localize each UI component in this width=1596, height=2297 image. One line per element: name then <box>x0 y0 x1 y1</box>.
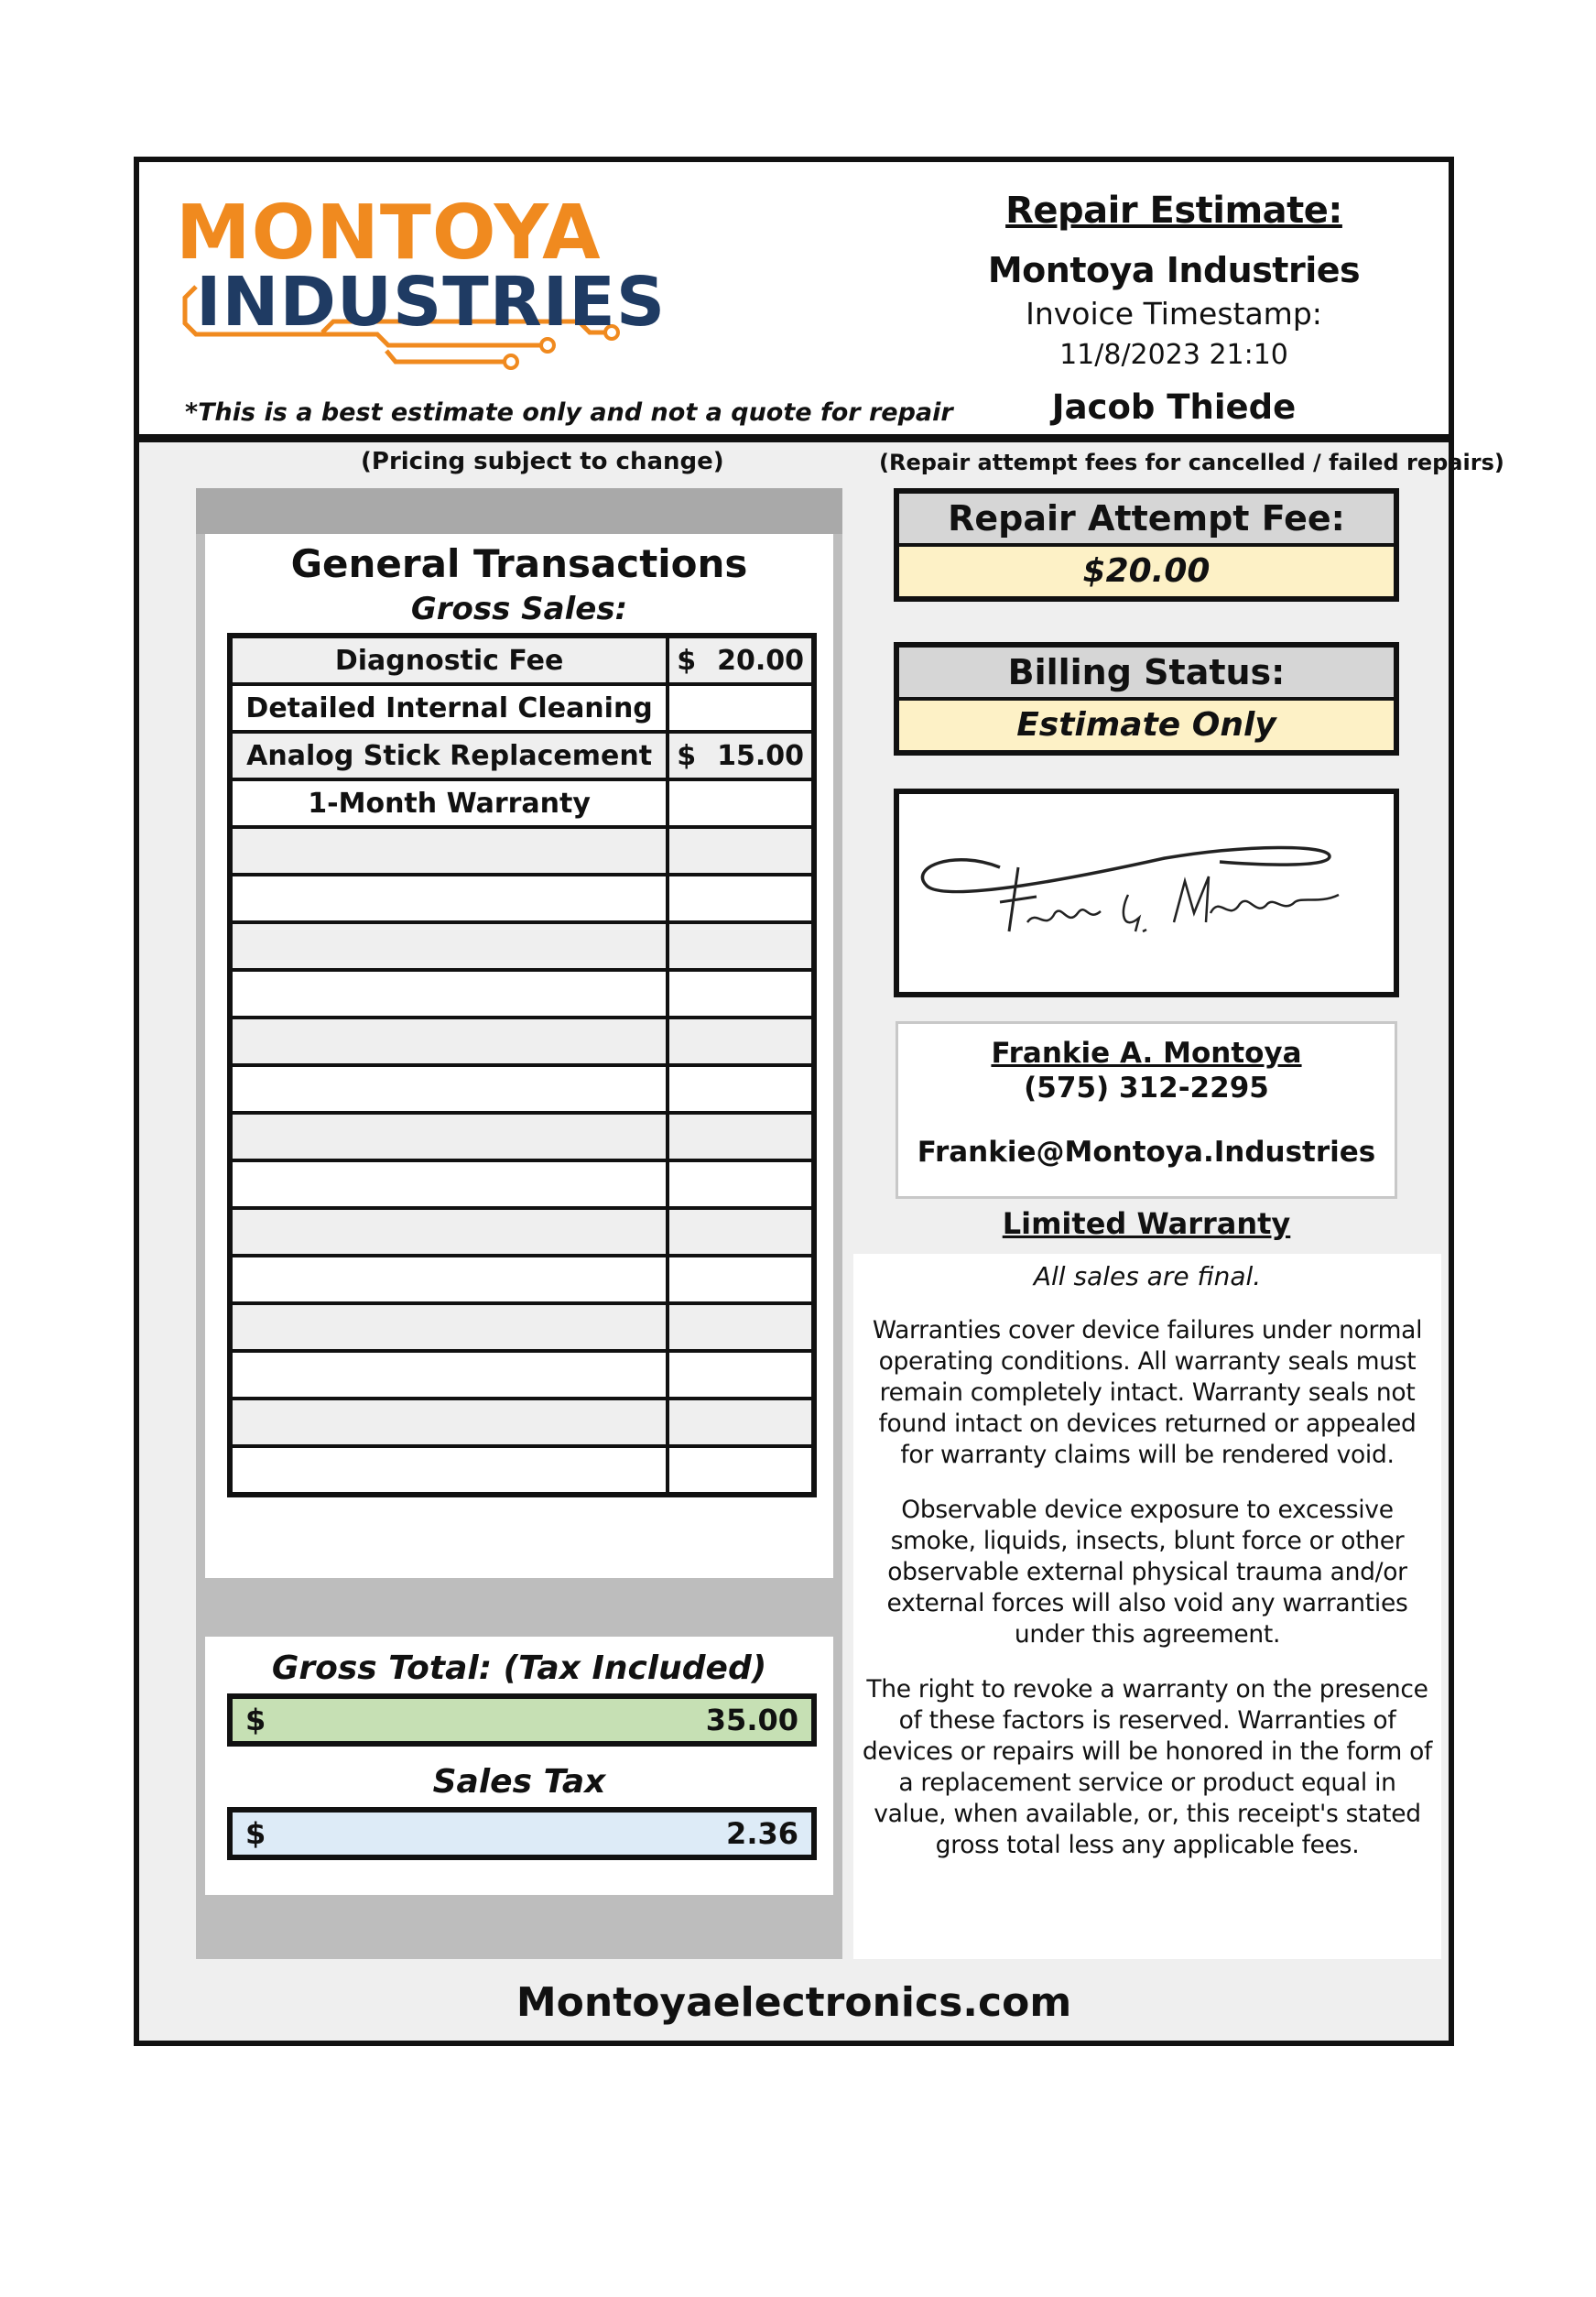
transaction-amount <box>668 1160 814 1208</box>
transaction-amount <box>668 1256 814 1303</box>
transaction-item: Diagnostic Fee <box>230 636 668 684</box>
table-row <box>230 1256 814 1303</box>
document-title: Repair Estimate: <box>1005 190 1342 232</box>
repair-fee-label: Repair Attempt Fee: <box>899 494 1394 547</box>
contact-card <box>896 1021 1397 1199</box>
transaction-item <box>230 1113 668 1160</box>
transaction-item: 1-Month Warranty <box>230 779 668 827</box>
transactions-card <box>205 534 833 1578</box>
transaction-item <box>230 922 668 970</box>
warranty-final-sale: All sales are final. <box>1033 1261 1262 1291</box>
invoice-timestamp: 11/8/2023 21:10 <box>1059 339 1288 371</box>
transaction-amount <box>668 636 814 684</box>
sales-tax-label: Sales Tax <box>432 1763 606 1801</box>
table-row <box>230 1065 814 1113</box>
table-row <box>230 875 814 922</box>
transaction-amount <box>668 1303 814 1351</box>
transaction-currency: $ <box>677 739 697 772</box>
transaction-amount <box>668 827 814 875</box>
warranty-paragraph-3: The right to revoke a warranty on the presence of these factors is reserved. Warranties of devices or repairs will be honored in the form of a replacement service or product equal in value, when available, or, this receipt's stated gross total less any applicable fees. <box>862 1675 1433 1859</box>
billing-status-value: Estimate Only <box>899 701 1394 750</box>
transactions-panel <box>196 488 842 1959</box>
transaction-item <box>230 1160 668 1208</box>
table-row <box>230 1160 814 1208</box>
transaction-item <box>230 1303 668 1351</box>
table-row <box>230 732 814 779</box>
transaction-amount <box>668 1018 814 1065</box>
transaction-item <box>230 1065 668 1113</box>
sales-tax-box <box>227 1807 817 1860</box>
transaction-amount <box>668 1208 814 1256</box>
warranty-paragraph-1: Warranties cover device failures under normal operating conditions. All warranty seals must remain completely intact. Warranty seals not found intact on devices returned or appealed for warranty claims will be rendered void. <box>872 1316 1423 1469</box>
table-row <box>230 1018 814 1065</box>
fees-note: (Repair attempt fees for cancelled / failed repairs) <box>879 450 1504 475</box>
handwritten-signature <box>899 794 1394 992</box>
contact-name: Frankie A. Montoya <box>991 1037 1302 1070</box>
transaction-item <box>230 1018 668 1065</box>
table-row <box>230 1351 814 1399</box>
company-logo <box>176 190 667 360</box>
repair-fee-value: $20.00 <box>899 547 1394 596</box>
pricing-note: (Pricing subject to change) <box>361 448 724 475</box>
transaction-item <box>230 827 668 875</box>
transaction-item <box>230 1446 668 1495</box>
header-info <box>908 190 1439 427</box>
transaction-amount <box>668 1446 814 1495</box>
contact-phone: (575) 312-2295 <box>1024 1072 1269 1105</box>
gross-total-label: Gross Total: (Tax Included) <box>271 1649 767 1687</box>
table-row <box>230 1446 814 1495</box>
logo-wordmark-bottom: INDUSTRIES <box>196 263 667 342</box>
warranty-card <box>853 1254 1441 1959</box>
gross-total-value: 35.00 <box>705 1703 798 1737</box>
estimate-document <box>134 157 1504 2046</box>
transaction-currency: $ <box>677 644 697 677</box>
table-row <box>230 684 814 732</box>
transaction-amount <box>668 970 814 1018</box>
logo-wordmark-top: MONTOYA <box>176 190 602 277</box>
signature-box <box>894 789 1399 997</box>
transaction-amount <box>668 922 814 970</box>
estimate-disclaimer: *This is a best estimate only and not a quote for repair <box>185 398 953 427</box>
table-row <box>230 636 814 684</box>
transaction-amount <box>668 1351 814 1399</box>
table-row <box>230 1303 814 1351</box>
gross-sales-label: Gross Sales: <box>410 591 628 627</box>
transaction-amount <box>668 875 814 922</box>
transaction-item <box>230 875 668 922</box>
sales-tax-currency: $ <box>245 1816 266 1851</box>
table-row <box>230 827 814 875</box>
estimate-header <box>139 162 1449 442</box>
transaction-amount <box>668 684 814 732</box>
timestamp-label: Invoice Timestamp: <box>1026 296 1322 332</box>
repair-attempt-fee-box <box>894 488 1399 602</box>
transaction-amount <box>668 1113 814 1160</box>
table-row <box>230 970 814 1018</box>
table-row <box>230 779 814 827</box>
website-footer: Montoyaelectronics.com <box>516 1979 1072 2026</box>
transaction-amount <box>668 779 814 827</box>
table-row <box>230 1113 814 1160</box>
transaction-amount <box>668 1399 814 1446</box>
table-row <box>230 1399 814 1446</box>
contact-email: Frankie@Montoya.Industries <box>917 1136 1376 1169</box>
billing-status-box <box>894 642 1399 756</box>
transaction-amount <box>668 1065 814 1113</box>
gross-total-box <box>227 1693 817 1747</box>
transaction-value: 20.00 <box>717 644 804 677</box>
transaction-item <box>230 970 668 1018</box>
table-row <box>230 922 814 970</box>
transaction-item <box>230 1256 668 1303</box>
sales-tax-value: 2.36 <box>726 1816 798 1851</box>
transaction-item <box>230 1208 668 1256</box>
transactions-title: General Transactions <box>290 541 748 586</box>
transaction-item: Detailed Internal Cleaning <box>230 684 668 732</box>
transaction-item: Analog Stick Replacement <box>230 732 668 779</box>
warranty-paragraph-2: Observable device exposure to excessive smoke, liquids, insects, blunt force or other observable external physical trauma and/or external forces will also void any warranties under this agreement. <box>886 1496 1408 1649</box>
gross-total-currency: $ <box>245 1703 266 1737</box>
transaction-amount <box>668 732 814 779</box>
table-row <box>230 1208 814 1256</box>
billing-status-label: Billing Status: <box>899 648 1394 701</box>
transaction-item <box>230 1351 668 1399</box>
transactions-table <box>227 633 817 1497</box>
totals-card <box>205 1637 833 1895</box>
transaction-item <box>230 1399 668 1446</box>
customer-name: Jacob Thiede <box>1051 387 1297 427</box>
warranty-title: Limited Warranty <box>1002 1206 1291 1241</box>
transaction-value: 15.00 <box>717 739 804 772</box>
company-name: Montoya Industries <box>987 250 1361 290</box>
